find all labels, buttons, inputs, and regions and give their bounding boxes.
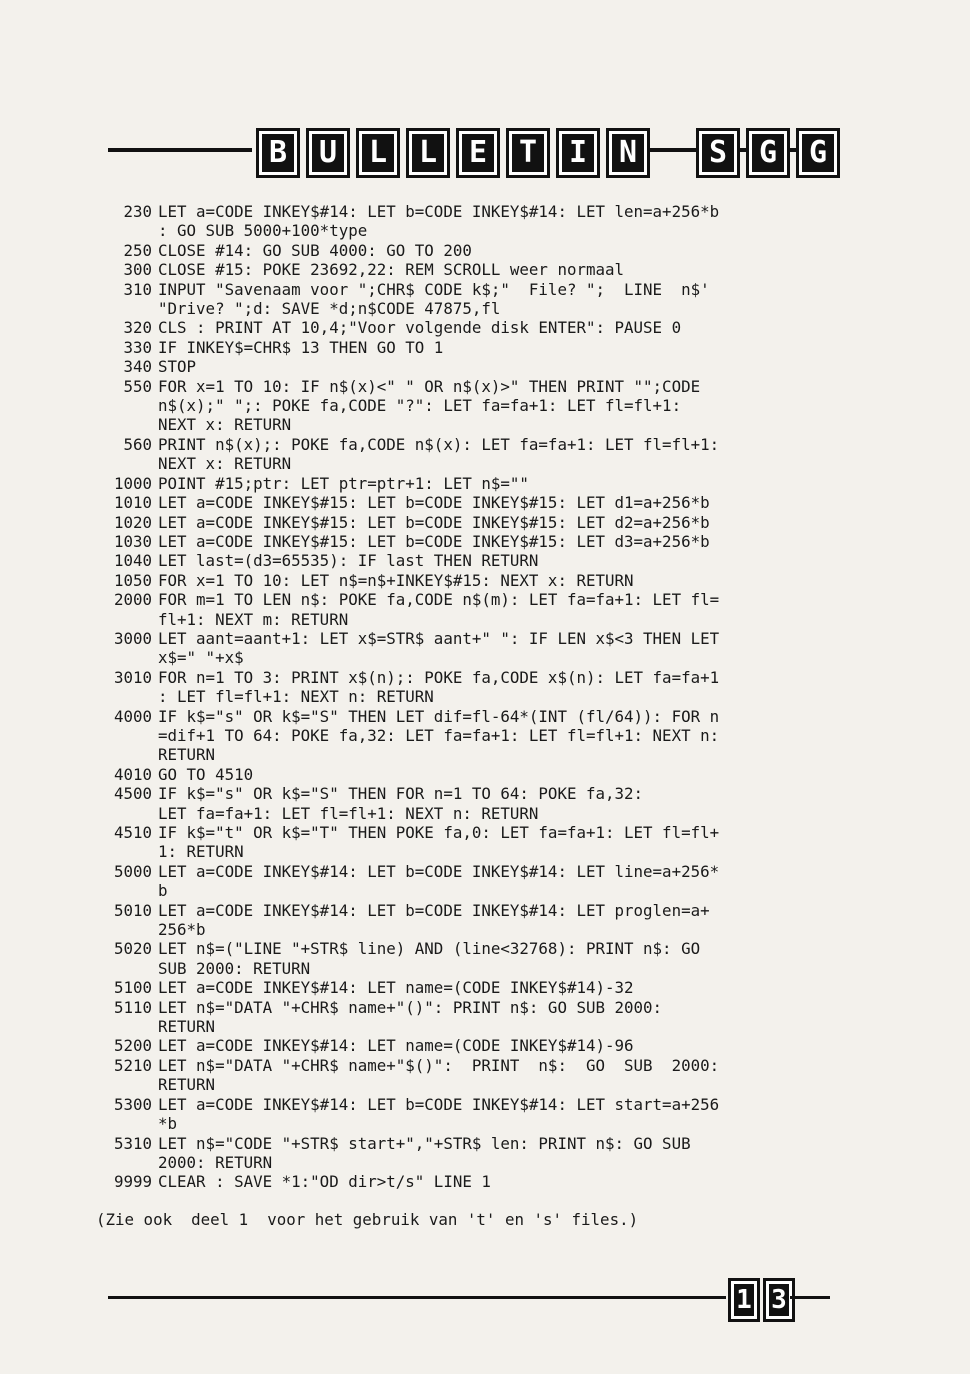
- masthead-letter: T: [506, 128, 550, 178]
- code-line-continuation: [96, 221, 856, 240]
- masthead-letter: U: [306, 128, 350, 178]
- line-number: 1030: [113, 531, 152, 551]
- code-text: LET n$="DATA "+CHR$ name+"$()": PRINT n$: GO SUB 2000:: [158, 1055, 720, 1075]
- line-number: 4000: [113, 706, 152, 726]
- code-line-continuation: [96, 1114, 856, 1133]
- line-number: 250: [123, 240, 152, 260]
- footnote: (Zie ook deel 1 voor het gebruik van 't' en 's' files.): [96, 1210, 639, 1229]
- code-line: [96, 998, 856, 1017]
- code-line: [96, 1172, 856, 1191]
- code-line-continuation: [96, 842, 856, 861]
- code-text: LET a=CODE INKEY$#14: LET b=CODE INKEY$#14: LET line=a+256*: [158, 861, 720, 881]
- line-number: 5010: [113, 900, 152, 920]
- code-line: [96, 357, 856, 376]
- code-line-continuation: [96, 396, 856, 415]
- masthead-letter: S: [696, 128, 740, 178]
- code-line: [96, 571, 856, 590]
- code-text: LET last=(d3=65535): IF last THEN RETURN: [158, 551, 539, 571]
- code-line: [96, 784, 856, 803]
- code-text: CLOSE #14: GO SUB 4000: GO TO 200: [158, 240, 472, 260]
- code-text: CLEAR : SAVE *1:"OD dir>t/s" LINE 1: [158, 1172, 491, 1192]
- line-number: 5300: [113, 1094, 152, 1114]
- code-text: FOR m=1 TO LEN n$: POKE fa,CODE n$(m): LET fa=fa+1: LET fl=: [158, 590, 720, 610]
- code-text: LET a=CODE INKEY$#14: LET b=CODE INKEY$#14: LET proglen=a+: [158, 900, 710, 920]
- line-number: 310: [123, 279, 152, 299]
- code-line-continuation: [96, 920, 856, 939]
- masthead-letter: L: [356, 128, 400, 178]
- code-text: LET a=CODE INKEY$#14: LET name=(CODE INKEY$#14)-96: [158, 1036, 634, 1056]
- line-number: 4500: [113, 784, 152, 804]
- code-text: IF INKEY$=CHR$ 13 THEN GO TO 1: [158, 337, 444, 357]
- code-text: fl+1: NEXT m: RETURN: [158, 609, 349, 629]
- code-line: [96, 1095, 856, 1114]
- masthead-letter: N: [606, 128, 650, 178]
- code-line-continuation: [96, 745, 856, 764]
- code-text: FOR n=1 TO 3: PRINT x$(n);: POKE fa,CODE x$(n): LET fa=fa+1: [158, 667, 720, 687]
- code-text: POINT #15;ptr: LET ptr=ptr+1: LET n$="": [158, 473, 529, 493]
- code-text: n$(x);" ";: POKE fa,CODE "?": LET fa=fa+1: LET fl=fl+1:: [158, 396, 682, 416]
- line-number: 5000: [113, 861, 152, 881]
- code-line: [96, 532, 856, 551]
- code-text: IF k$="s" OR k$="S" THEN LET dif=fl-64*(INT (fl/64)): FOR n: [158, 706, 720, 726]
- code-text: LET aant=aant+1: LET x$=STR$ aant+" ": IF LEN x$<3 THEN LET: [158, 628, 720, 648]
- code-text: LET n$=("LINE "+STR$ line) AND (line<32768): PRINT n$: GO: [158, 939, 701, 959]
- code-line-continuation: [96, 1153, 856, 1172]
- line-number: 330: [123, 337, 152, 357]
- code-line: [96, 862, 856, 881]
- code-text: CLS : PRINT AT 10,4;"Voor volgende disk ENTER": PAUSE 0: [158, 318, 682, 338]
- code-line: [96, 513, 856, 532]
- code-text: x$=" "+x$: [158, 648, 244, 668]
- code-line: [96, 202, 856, 221]
- code-text: 1: RETURN: [158, 842, 244, 862]
- line-number: 3010: [113, 667, 152, 687]
- line-number: 1050: [113, 570, 152, 590]
- line-number: 1040: [113, 551, 152, 571]
- masthead-letter: G: [796, 128, 840, 178]
- code-line-continuation: [96, 1075, 856, 1094]
- code-line: [96, 493, 856, 512]
- code-line: [96, 901, 856, 920]
- code-line: [96, 474, 856, 493]
- code-line-continuation: [96, 415, 856, 434]
- code-line: [96, 939, 856, 958]
- code-text: =dif+1 TO 64: POKE fa,32: LET fa=fa+1: LET fl=fl+1: NEXT n:: [158, 725, 720, 745]
- code-text: LET n$="CODE "+STR$ start+","+STR$ len: PRINT n$: GO SUB: [158, 1133, 691, 1153]
- line-number: 3000: [113, 628, 152, 648]
- code-line-continuation: [96, 687, 856, 706]
- code-text: *b: [158, 1114, 178, 1134]
- masthead-letter: E: [456, 128, 500, 178]
- masthead: [256, 128, 840, 180]
- code-text: RETURN: [158, 1017, 216, 1037]
- code-text: RETURN: [158, 1075, 216, 1095]
- code-line-continuation: [96, 454, 856, 473]
- code-line-continuation: [96, 959, 856, 978]
- masthead-letter: L: [406, 128, 450, 178]
- code-text: PRINT n$(x);: POKE fa,CODE n$(x): LET fa=fa+1: LET fl=fl+1:: [158, 434, 720, 454]
- code-line: [96, 590, 856, 609]
- line-number: 5310: [113, 1133, 152, 1153]
- code-line-continuation: [96, 299, 856, 318]
- code-text: LET a=CODE INKEY$#15: LET b=CODE INKEY$#15: LET d1=a+256*b: [158, 493, 710, 513]
- line-number: 1000: [113, 473, 152, 493]
- line-number: 1010: [113, 493, 152, 513]
- line-number: 340: [123, 357, 152, 377]
- code-text: LET a=CODE INKEY$#15: LET b=CODE INKEY$#15: LET d3=a+256*b: [158, 531, 710, 551]
- code-line: [96, 629, 856, 648]
- line-number: 560: [123, 434, 152, 454]
- code-line: [96, 823, 856, 842]
- footer-rule: [108, 1296, 726, 1299]
- code-line-continuation: [96, 881, 856, 900]
- code-text: : LET fl=fl+1: NEXT n: RETURN: [158, 687, 434, 707]
- code-text: LET a=CODE INKEY$#14: LET name=(CODE INKEY$#14)-32: [158, 978, 634, 998]
- footer-rule-end: [790, 1296, 830, 1299]
- line-number: 320: [123, 318, 152, 338]
- code-line: [96, 1056, 856, 1075]
- code-text: FOR x=1 TO 10: LET n$=n$+INKEY$#15: NEXT x: RETURN: [158, 570, 634, 590]
- code-line: [96, 338, 856, 357]
- code-text: NEXT x: RETURN: [158, 454, 292, 474]
- line-number: 5200: [113, 1036, 152, 1056]
- line-number: 5100: [113, 978, 152, 998]
- line-number: 300: [123, 260, 152, 280]
- code-line: [96, 1134, 856, 1153]
- code-line: [96, 978, 856, 997]
- code-text: CLOSE #15: POKE 23692,22: REM SCROLL weer normaal: [158, 260, 625, 280]
- code-line: [96, 435, 856, 454]
- code-text: INPUT "Savenaam voor ";CHR$ CODE k$;" File? "; LINE n$': [158, 279, 710, 299]
- code-text: NEXT x: RETURN: [158, 415, 292, 435]
- code-text: 2000: RETURN: [158, 1152, 273, 1172]
- code-line: [96, 318, 856, 337]
- line-number: 5110: [113, 997, 152, 1017]
- masthead-letter: I: [556, 128, 600, 178]
- code-line-continuation: [96, 804, 856, 823]
- basic-listing: [96, 202, 856, 1192]
- code-text: LET n$="DATA "+CHR$ name+"()": PRINT n$: GO SUB 2000:: [158, 997, 663, 1017]
- code-line: [96, 707, 856, 726]
- code-text: SUB 2000: RETURN: [158, 958, 311, 978]
- code-line: [96, 551, 856, 570]
- masthead-gap: [656, 128, 690, 178]
- line-number: 9999: [113, 1172, 152, 1192]
- page-number-digit: 3: [763, 1278, 795, 1322]
- page-number: [728, 1278, 795, 1322]
- code-text: LET a=CODE INKEY$#14: LET b=CODE INKEY$#14: LET start=a+256: [158, 1094, 720, 1114]
- code-text: LET a=CODE INKEY$#15: LET b=CODE INKEY$#15: LET d2=a+256*b: [158, 512, 710, 532]
- code-line-continuation: [96, 726, 856, 745]
- code-text: STOP: [158, 357, 197, 377]
- code-line: [96, 765, 856, 784]
- code-line-continuation: [96, 648, 856, 667]
- code-text: FOR x=1 TO 10: IF n$(x)<" " OR n$(x)>" THEN PRINT "";CODE: [158, 376, 701, 396]
- line-number: 2000: [113, 590, 152, 610]
- code-text: IF k$="s" OR k$="S" THEN FOR n=1 TO 64: POKE fa,32:: [158, 784, 644, 804]
- line-number: 1020: [113, 512, 152, 532]
- code-text: LET a=CODE INKEY$#14: LET b=CODE INKEY$#14: LET len=a+256*b: [158, 202, 720, 221]
- header-rule-left: [108, 148, 252, 152]
- code-text: IF k$="t" OR k$="T" THEN POKE fa,0: LET fa=fa+1: LET fl=fl+: [158, 823, 720, 842]
- code-text: 256*b: [158, 920, 206, 940]
- code-text: "Drive? ";d: SAVE *d;n$CODE 47875,fl: [158, 299, 501, 319]
- code-text: b: [158, 881, 168, 901]
- code-line: [96, 668, 856, 687]
- code-text: LET fa=fa+1: LET fl=fl+1: NEXT n: RETURN: [158, 803, 539, 823]
- line-number: 5210: [113, 1055, 152, 1075]
- code-line: [96, 377, 856, 396]
- masthead-letter: G: [746, 128, 790, 178]
- code-line: [96, 241, 856, 260]
- line-number: 230: [123, 202, 152, 221]
- code-text: : GO SUB 5000+100*type: [158, 221, 368, 241]
- code-line: [96, 260, 856, 279]
- code-line-continuation: [96, 1017, 856, 1036]
- code-line: [96, 1036, 856, 1055]
- masthead-letter: B: [256, 128, 300, 178]
- code-text: RETURN: [158, 745, 216, 765]
- code-line: [96, 280, 856, 299]
- line-number: 5020: [113, 939, 152, 959]
- code-text: GO TO 4510: [158, 764, 254, 784]
- line-number: 550: [123, 376, 152, 396]
- line-number: 4510: [113, 823, 152, 842]
- line-number: 4010: [113, 764, 152, 784]
- code-line-continuation: [96, 610, 856, 629]
- page-number-digit: 1: [728, 1278, 760, 1322]
